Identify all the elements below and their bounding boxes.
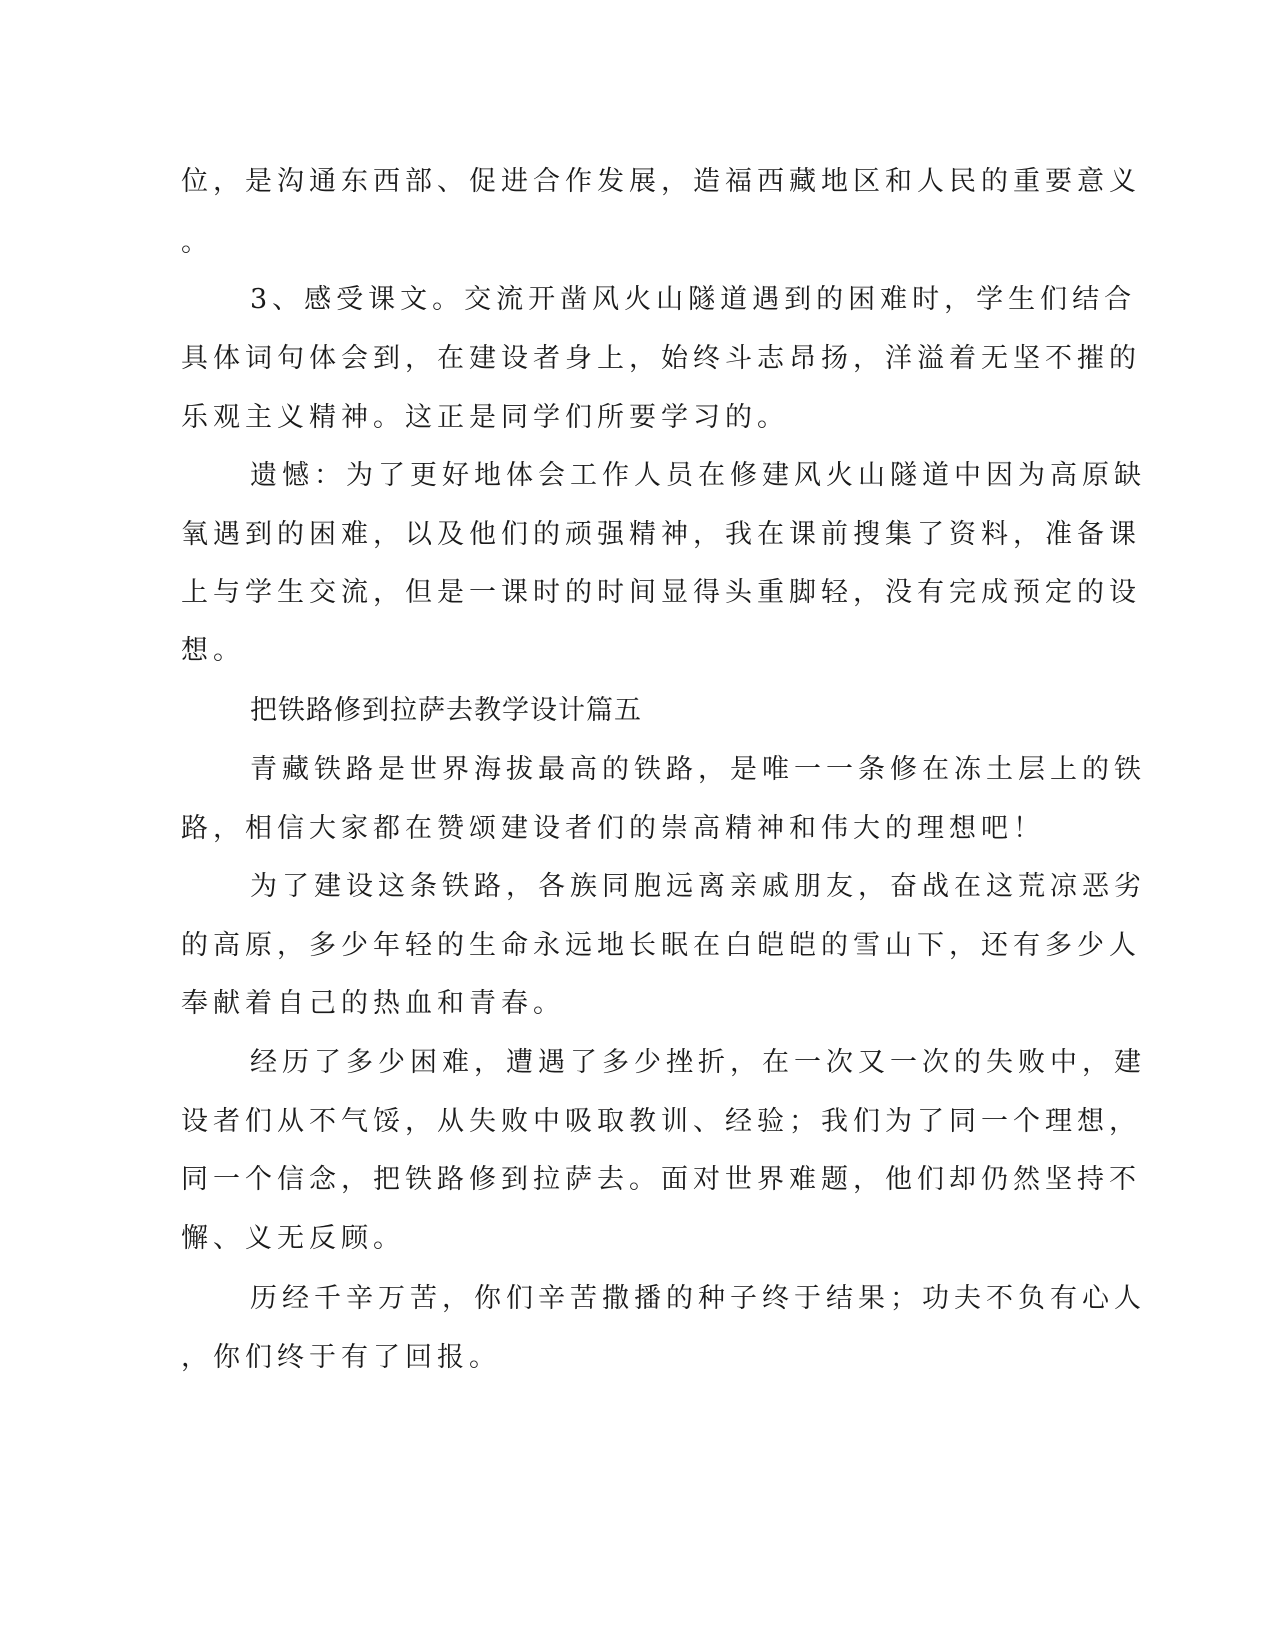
text-line: 乐观主义精神。这正是同学们所要学习的。 [181, 402, 789, 433]
text-line: 设者们从不气馁，从失败中吸取教训、经验；我们为了同一个理想， [181, 1106, 1141, 1137]
text-line: 位，是沟通东西部、促进合作发展，造福西藏地区和人民的重要意义 [181, 166, 1141, 197]
text-line: 具体词句体会到，在建设者身上，始终斗志昂扬，洋溢着无坚不摧的 [181, 343, 1141, 374]
paragraph-first-line: 经历了多少困难，遭遇了多少挫折，在一次又一次的失败中，建 [250, 1047, 1146, 1078]
text-line: 路，相信大家都在赞颂建设者们的崇高精神和伟大的理想吧！ [181, 813, 1045, 844]
paragraph-first-line: 3、感受课文。交流开凿风火山隧道遇到的困难时，学生们结合 [250, 284, 1137, 315]
text-line: 想。 [181, 635, 245, 666]
text-line: 氧遇到的困难，以及他们的顽强精神，我在课前搜集了资料，准备课 [181, 519, 1141, 550]
paragraph-first-line: 青藏铁路是世界海拔最高的铁路，是唯一一条修在冻土层上的铁 [250, 754, 1146, 785]
text-line: 上与学生交流，但是一课时的时间显得头重脚轻，没有完成预定的设 [181, 577, 1141, 608]
paragraph-first-line: 为了建设这条铁路，各族同胞远离亲戚朋友，奋战在这荒凉恶劣 [250, 871, 1146, 902]
text-line: 奉献着自己的热血和青春。 [181, 988, 565, 1019]
text-line: 懈、义无反顾。 [181, 1223, 405, 1254]
text-line: ，你们终于有了回报。 [181, 1342, 501, 1373]
paragraph-first-line: 遗憾：为了更好地体会工作人员在修建风火山隧道中因为高原缺 [250, 460, 1146, 491]
text-line: 同一个信念，把铁路修到拉萨去。面对世界难题，他们却仍然坚持不 [181, 1164, 1141, 1195]
paragraph-first-line: 历经千辛万苦，你们辛苦撒播的种子终于结果；功夫不负有心人 [250, 1283, 1146, 1314]
text-line: 的高原，多少年轻的生命永远地长眠在白皑皑的雪山下，还有多少人 [181, 930, 1141, 961]
section-heading: 把铁路修到拉萨去教学设计篇五 [250, 695, 642, 726]
text-line: 。 [181, 227, 213, 258]
